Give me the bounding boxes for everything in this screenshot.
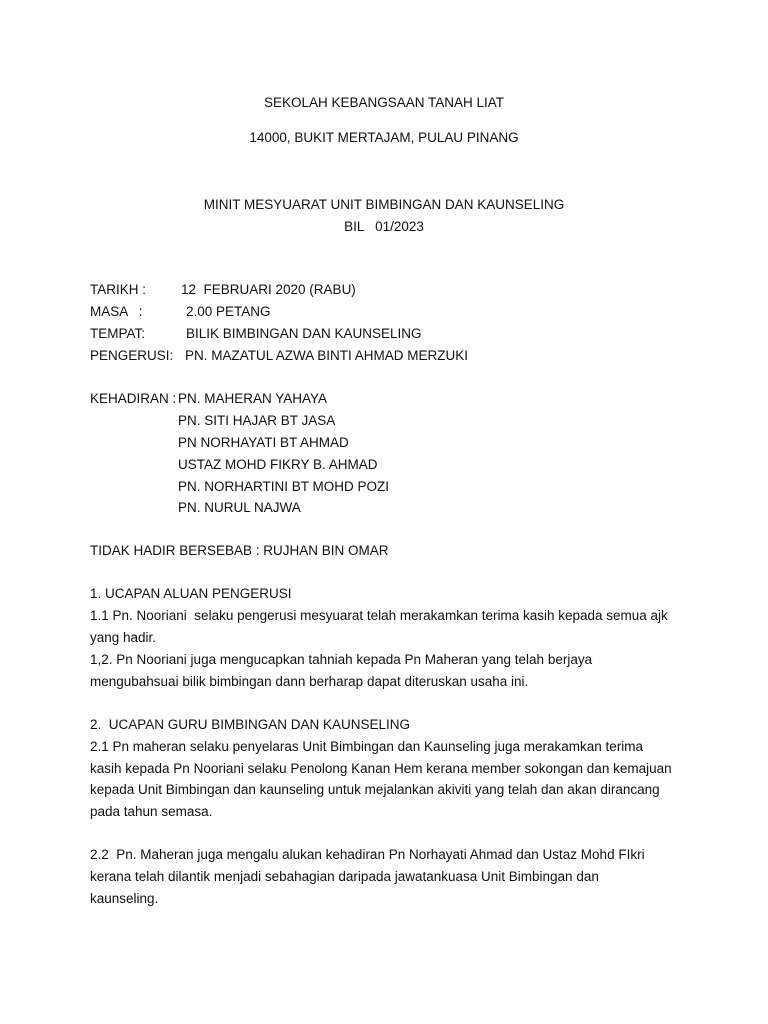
date-value: 12 FEBRUARI 2020 (RABU) [181, 282, 356, 297]
attendance-label: KEHADIRAN : [90, 391, 177, 406]
section2-para1-line: kepada Unit Bimbingan dan kaunseling untuk mejalankan akiviti yang telah dan akan dirancang [90, 782, 660, 797]
section2-heading: 2. UCAPAN GURU BIMBINGAN DAN KAUNSELING [90, 717, 411, 732]
time-value: 2.00 PETANG [186, 304, 271, 319]
chair-label: PENGERUSI: [90, 348, 174, 363]
school-name: SEKOLAH KEBANGSAAN TANAH LIAT [263, 95, 505, 110]
time-label: MASA : [90, 304, 143, 319]
absent-line: TIDAK HADIR BERSEBAB : RUJHAN BIN OMAR [90, 543, 389, 558]
place-value: BILIK BIMBINGAN DAN KAUNSELING [186, 326, 422, 341]
attendance-member: PN. NORHARTINI BT MOHD POZI [178, 479, 390, 494]
section2-para2-line: 2.2 Pn. Maheran juga mengalu alukan kehadiran Pn Norhayati Ahmad dan Ustaz Mohd FIkri [90, 847, 645, 862]
section1-line: mengubahsuai bilik bimbingan dann berharap dapat diteruskan usaha ini. [90, 674, 529, 689]
document-title: MINIT MESYUARAT UNIT BIMBINGAN DAN KAUNSELING [203, 197, 565, 212]
section2-para1-line: pada tahun semasa. [90, 804, 213, 819]
date-label: TARIKH : [90, 282, 147, 297]
meeting-number: BIL 01/2023 [344, 219, 424, 234]
section2-para1-line: kasih kepada Pn Nooriani selaku Penolong Kanan Hem kerana member sokongan dan kemajuan [90, 761, 672, 776]
attendance-member: PN. SITI HAJAR BT JASA [178, 413, 336, 428]
section1-line: 1.1 Pn. Nooriani selaku pengerusi mesyuarat telah merakamkan terima kasih kepada semua ajk [90, 608, 668, 623]
place-label: TEMPAT: [90, 326, 146, 341]
school-address: 14000, BUKIT MERTAJAM, PULAU PINANG [249, 130, 519, 145]
attendance-member: USTAZ MOHD FIKRY B. AHMAD [178, 457, 378, 472]
section1-heading: 1. UCAPAN ALUAN PENGERUSI [90, 586, 292, 601]
attendance-member: PN. MAHERAN YAHAYA [178, 391, 328, 406]
section1-line: 1,2. Pn Nooriani juga mengucapkan tahniah kepada Pn Maheran yang telah berjaya [90, 652, 593, 667]
section2-para1-line: 2.1 Pn maheran selaku penyelaras Unit Bimbingan dan Kaunseling juga merakamkan terima [90, 739, 644, 754]
attendance-member: PN NORHAYATI BT AHMAD [178, 435, 349, 450]
attendance-member: PN. NURUL NAJWA [178, 500, 301, 515]
section1-line: yang hadir. [90, 630, 157, 645]
section2-para2-line: kerana telah dilantik menjadi sebahagian daripada jawatankuasa Unit Bimbingan dan [90, 869, 599, 884]
chair-value: PN. MAZATUL AZWA BINTI AHMAD MERZUKI [185, 348, 469, 363]
section2-para2-line: kaunseling. [90, 891, 159, 906]
